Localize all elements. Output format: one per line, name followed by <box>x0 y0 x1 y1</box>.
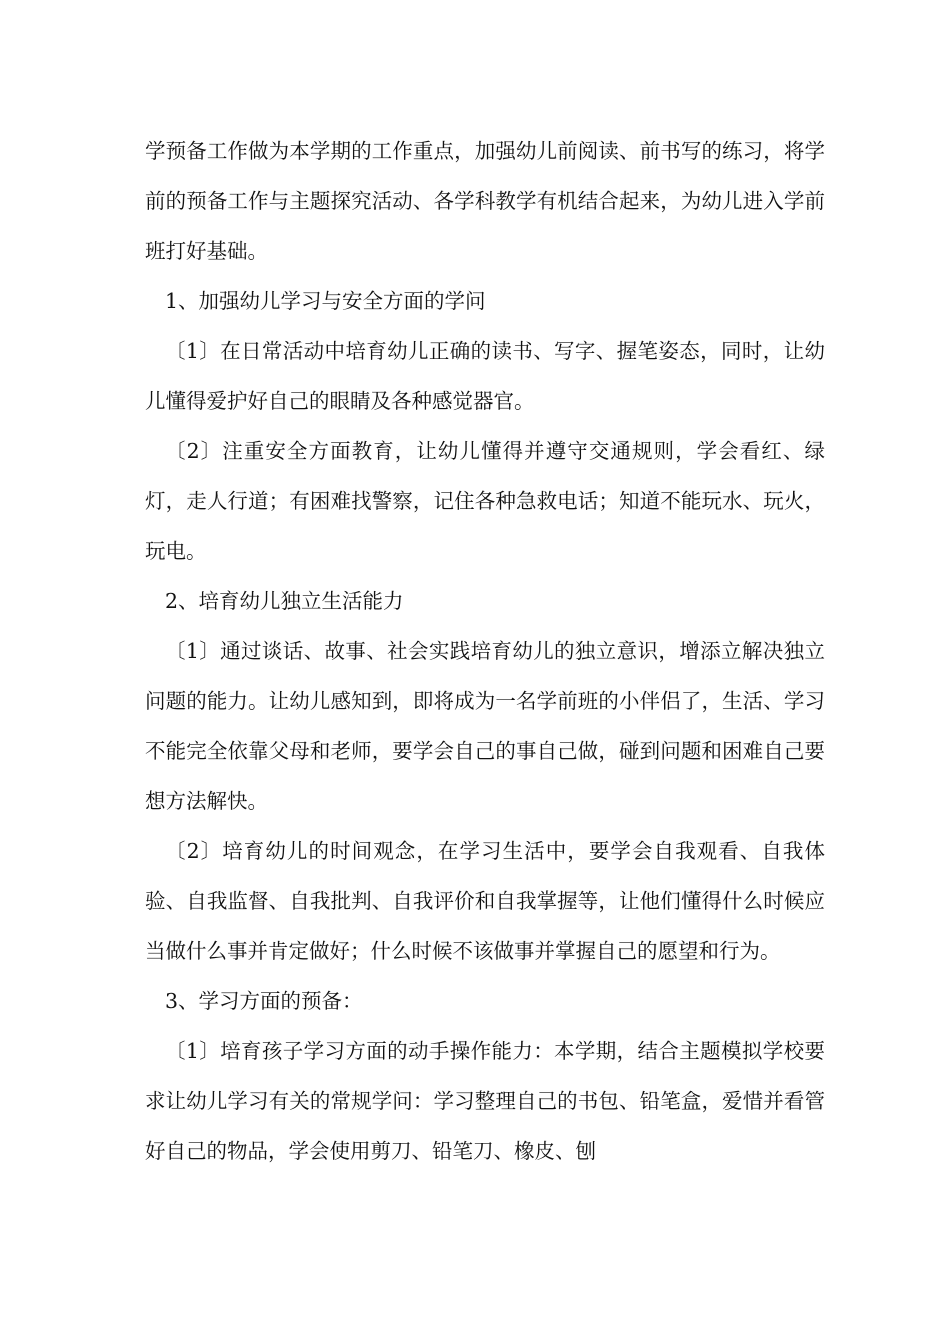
paragraph-3-1: 〔1〕培育孩子学习方面的动手操作能力：本学期，结合主题模拟学校要求让幼儿学习有关的常规学问：学习整理自己的书包、铅笔盒，爱惜并看管好自己的物品，学会使用剪刀、铅笔刀、橡皮、刨 <box>145 1039 825 1163</box>
section-heading-3: 3、学习方面的预备： <box>165 989 363 1013</box>
paragraph-continuation: 学预备工作做为本学期的工作重点，加强幼儿前阅读、前书写的练习，将学前的预备工作与主题探究活动、各学科教学有机结合起来，为幼儿进入学前班打好基础。 <box>145 139 825 263</box>
paragraph-2-1: 〔1〕通过谈话、故事、社会实践培育幼儿的独立意识，增添立解决独立问题的能力。让幼儿感知到，即将成为一名学前班的小伴侣了，生活、学习不能完全依靠父母和老师，要学会自己的事自己做，碰到问题和困难自己要想方法解快。 <box>145 639 825 813</box>
section-heading-2: 2、培育幼儿独立生活能力 <box>165 589 404 613</box>
paragraph-2-2: 〔2〕培育幼儿的时间观念，在学习生活中，要学会自我观看、自我体验、自我监督、自我批判、自我评价和自我掌握等，让他们懂得什么时候应当做什么事并肯定做好；什么时候不该做事并掌握自己的愿望和行为。 <box>145 839 825 963</box>
paragraph-1-2: 〔2〕注重安全方面教育，让幼儿懂得并遵守交通规则，学会看红、绿灯，走人行道；有困难找警察，记住各种急救电话；知道不能玩水、玩火，玩电。 <box>145 439 825 563</box>
section-heading-1: 1、加强幼儿学习与安全方面的学问 <box>165 289 486 313</box>
paragraph-1-1: 〔1〕在日常活动中培育幼儿正确的读书、写字、握笔姿态，同时，让幼儿懂得爱护好自己的眼睛及各种感觉器官。 <box>145 339 825 413</box>
document-body <box>145 126 825 1176</box>
